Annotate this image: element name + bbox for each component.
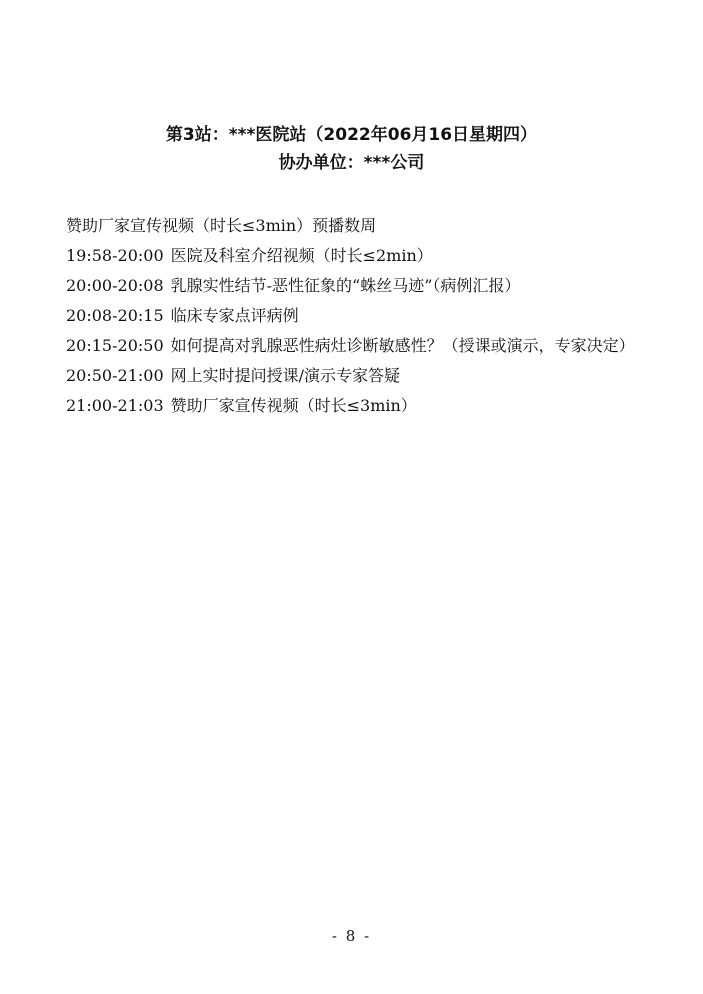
agenda-item-time: 21:00-21:03 bbox=[66, 396, 164, 415]
agenda-item-text: 乳腺实性结节-恶性征象的“蛛丝马迹”（病例汇报） bbox=[170, 276, 521, 295]
agenda-item-text: 网上实时提问授课/演示专家答疑 bbox=[170, 366, 401, 385]
agenda-item-time: 20:15-20:50 bbox=[66, 336, 164, 355]
agenda-item bbox=[66, 331, 646, 361]
agenda-item-time: 20:00-20:08 bbox=[66, 276, 164, 295]
agenda-item bbox=[66, 301, 646, 331]
agenda-item-text: 赞助厂家宣传视频（时长≤3min） bbox=[170, 396, 417, 415]
page-number: - 8 - bbox=[331, 927, 372, 945]
agenda-item bbox=[66, 271, 646, 301]
agenda-item bbox=[66, 361, 646, 391]
page-title: 第3站：***医院站（2022年06月16日星期四） bbox=[165, 125, 538, 145]
agenda-item-text: 临床专家点评病例 bbox=[170, 306, 299, 325]
agenda-item bbox=[66, 391, 646, 421]
agenda-item-text: 赞助厂家宣传视频（时长≤3min）预播数周 bbox=[66, 216, 377, 235]
agenda-item-text: 如何提高对乳腺恶性病灶诊断敏感性？（授课或演示，专家决定） bbox=[170, 336, 635, 355]
agenda-item-text: 医院及科室介绍视频（时长≤2min） bbox=[170, 246, 433, 265]
agenda-item bbox=[66, 211, 646, 241]
agenda-list bbox=[66, 211, 646, 421]
agenda-item-time: 20:50-21:00 bbox=[66, 366, 164, 385]
title-block bbox=[0, 121, 703, 177]
co-organizer-line: 协办单位：***公司 bbox=[278, 153, 425, 173]
agenda-item-time: 19:58-20:00 bbox=[66, 246, 164, 265]
agenda-item-time: 20:08-20:15 bbox=[66, 306, 164, 325]
agenda-item bbox=[66, 241, 646, 271]
